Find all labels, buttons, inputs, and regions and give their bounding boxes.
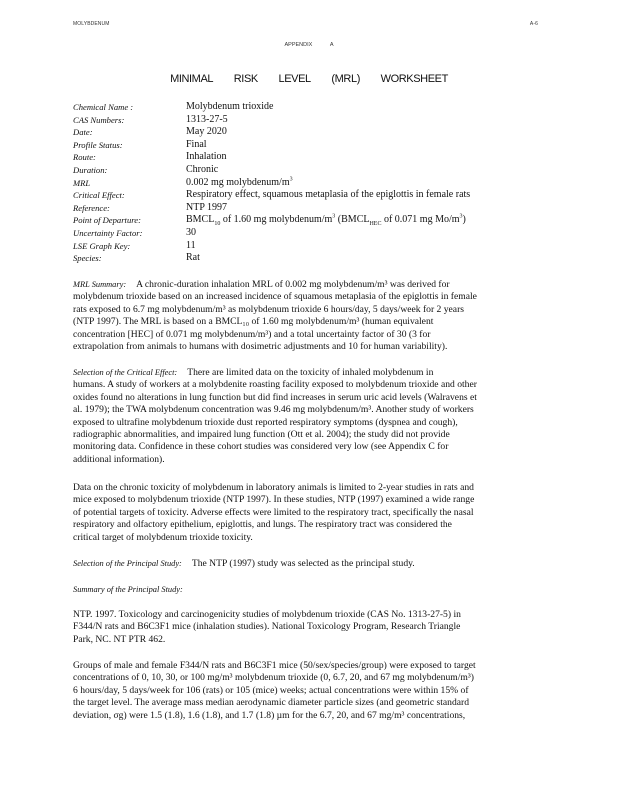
superscript: 3 <box>459 214 463 221</box>
title-word: (MRL) <box>331 73 360 85</box>
field-value: Molybdenum trioxide <box>186 101 274 112</box>
text-line: critical target of molybdenum trioxide toxicity. <box>73 531 253 543</box>
text-line: the target level. The average mass median aerodynamic diameter particle sizes (and geometric standard <box>73 697 470 709</box>
field-label: Uncertainty Factor: <box>73 227 143 238</box>
text-run: A chronic-duration inhalation MRL of 0.002 mg molybdenum/m³ was derived for <box>136 279 450 290</box>
text-line: humans. A study of workers at a molybdenite roasting facility exposed to molybdenum trioxide and other <box>73 379 477 391</box>
text-line: deviation, σg) were 1.5 (1.8), 1.6 (1.8), and 1.7 (1.8) µm for the 6.7, 20, and 67 mg/m³ concentrations, <box>73 709 466 721</box>
text-line: Groups of male and female F344/N rats and B6C3F1 mice (50/sex/species/group) were exposed to target <box>73 660 476 671</box>
text-line: 6 hours/day, 5 days/week for 106 (rats) or 105 (mice) weeks; actual concentrations were within 15% of <box>73 684 469 696</box>
field-value: 30 <box>186 226 196 238</box>
title-word: RISK <box>233 73 258 85</box>
field-row <box>73 164 553 177</box>
field-label: CAS Numbers: <box>73 114 125 125</box>
section-label: MRL Summary: <box>73 280 127 289</box>
title-word: MINIMAL <box>170 73 214 85</box>
field-value: Final <box>186 138 207 150</box>
reference-citation <box>73 609 560 646</box>
text-line: NTP. 1997. Toxicology and carcinogenicity studies of molybdenum trioxide (CAS No. 1313-27-5) in <box>73 609 461 620</box>
text-line: al. 1979); the TWA molybdenum concentration was 9.46 mg molybdenum/m³. Another study of workers <box>73 404 474 416</box>
field-label: Point of Departure: <box>73 215 141 226</box>
field-row <box>73 252 553 265</box>
summary-heading-section <box>73 584 560 596</box>
text-line: of potential targets of toxicity. Adverse effects were limited to the respiratory tract, specifically the nasal <box>73 506 474 518</box>
point-of-departure-value <box>186 214 553 227</box>
text-line: radiographic abnormalities, and impaired lung function (Ott et al. 2004); the study did not provide <box>73 428 450 440</box>
pod-part: of 0.071 mg Mo/m <box>381 214 460 226</box>
appendix-letter: A <box>329 42 334 48</box>
field-row <box>73 151 553 164</box>
section-label: Selection of the Principal Study: <box>73 559 182 568</box>
page-number: A-6 <box>529 21 538 27</box>
text-line: molybdenum trioxide based on an increased incidence of squamous metaplasia of the epiglottis in female <box>73 291 477 303</box>
mrl-value: 0.002 mg molybdenum/m <box>186 176 290 188</box>
field-value: Rat <box>186 252 200 264</box>
superscript: 3 <box>289 176 293 183</box>
text-line: Park, NC. NT PTR 462. <box>73 633 166 645</box>
field-label: Route: <box>73 152 96 163</box>
field-row <box>73 101 553 114</box>
pod-part: BMCL <box>186 214 215 226</box>
subscript: HEC <box>369 221 382 228</box>
text-line: exposed to ultrafine molybdenum trioxide dust reported respiratory symptoms (dyspnea and cough), <box>73 416 458 428</box>
field-value: 11 <box>186 239 196 251</box>
field-label: Profile Status: <box>73 139 123 150</box>
text-line: monitoring data. Confidence in these cohort studies was considered very low (see Appendix C for <box>73 441 449 453</box>
appendix-label <box>0 42 618 48</box>
title-word: WORKSHEET <box>380 73 448 85</box>
field-value: Chronic <box>186 163 219 175</box>
page-title <box>0 73 618 85</box>
text-line: additional information). <box>73 453 165 465</box>
field-label: Critical Effect: <box>73 190 125 201</box>
field-label: LSE Graph Key: <box>73 240 131 251</box>
chronic-toxicity-paragraph <box>73 482 560 544</box>
field-value: May 2020 <box>186 126 227 138</box>
text-line <box>73 558 560 570</box>
text-run: There are limited data on the toxicity of inhaled molybdenum in <box>187 367 434 378</box>
text-line: (NTP 1997). The MRL is based on a BMCL₁₀ of 1.60 mg molybdenum/m³ (human equivalent <box>73 316 434 328</box>
field-row <box>73 189 553 202</box>
field-row <box>73 202 553 215</box>
field-value: Inhalation <box>186 151 227 163</box>
text-line: oxides found no alterations in lung function but did find increases in serum uric acid levels (Walravens et <box>73 391 477 403</box>
section-label: Selection of the Critical Effect: <box>73 368 178 377</box>
field-row <box>73 227 553 240</box>
section-label: Summary of the Principal Study: <box>73 585 183 594</box>
text-line: mice exposed to molybdenum trioxide (NTP 1997). In these studies, NTP (1997) examined a wide range <box>73 494 475 506</box>
mrl-summary-section <box>73 279 560 353</box>
text-line: concentration [HEC] of 0.071 mg molybdenum/m³) and a total uncertainty factor of 30 (3 for <box>73 328 431 340</box>
text-line <box>73 367 560 379</box>
text-line: concentrations of 0, 10, 30, or 100 mg/m³ molybdenum trioxide (0, 6.7, 20, and 67 mg molybdenum/m³) <box>73 672 474 684</box>
pod-part: ) <box>462 214 466 226</box>
field-label: Date: <box>73 127 93 138</box>
field-row <box>73 126 553 139</box>
text-line: F344/N rats and B6C3F1 mice (inhalation studies). National Toxicology Program, Research Triangle <box>73 621 461 633</box>
text-line: extrapolation from animals to humans with dosimetric adjustments and 10 for human variability). <box>73 340 448 352</box>
running-header-title: MOLYBDENUM <box>73 21 110 27</box>
study-groups-paragraph <box>73 660 560 722</box>
field-row <box>73 139 553 152</box>
field-value: Respiratory effect, squamous metaplasia of the epiglottis in female rats <box>186 189 471 201</box>
field-row <box>73 240 553 253</box>
field-value: NTP 1997 <box>186 201 228 213</box>
field-label: Chemical Name : <box>73 102 134 112</box>
text-line: Data on the chronic toxicity of molybdenum in laboratory animals is limited to 2-year studies in rats and <box>73 482 474 493</box>
field-value <box>186 177 553 190</box>
field-label: Reference: <box>73 202 110 213</box>
pod-part: (BMCL <box>335 214 370 226</box>
text-line: respiratory and olfactory epithelium, epiglottis, and lungs. The respiratory tract was considered the <box>73 519 452 531</box>
subscript: 10 <box>214 221 221 228</box>
superscript: 3 <box>332 214 336 221</box>
text-line <box>73 584 560 596</box>
field-label: MRL <box>73 177 91 188</box>
text-line: rats exposed to 6.7 mg molybdenum/m³ as molybdenum trioxide 6 hours/day, 5 days/week for 2 years <box>73 303 464 315</box>
field-label: Species: <box>73 253 102 264</box>
title-word: LEVEL <box>278 73 311 85</box>
text-line <box>73 279 560 291</box>
pod-part: of 1.60 mg molybdenum/m <box>220 214 333 226</box>
field-value: 1313-27-5 <box>186 113 228 125</box>
appendix-word: APPENDIX <box>284 42 313 48</box>
field-row <box>73 177 553 190</box>
critical-effect-section <box>73 367 560 466</box>
field-row <box>73 114 553 127</box>
field-row <box>73 214 553 227</box>
worksheet-fields <box>73 101 553 265</box>
principal-study-section <box>73 558 560 570</box>
field-label: Duration: <box>73 164 108 175</box>
text-run: The NTP (1997) study was selected as the principal study. <box>191 558 415 569</box>
